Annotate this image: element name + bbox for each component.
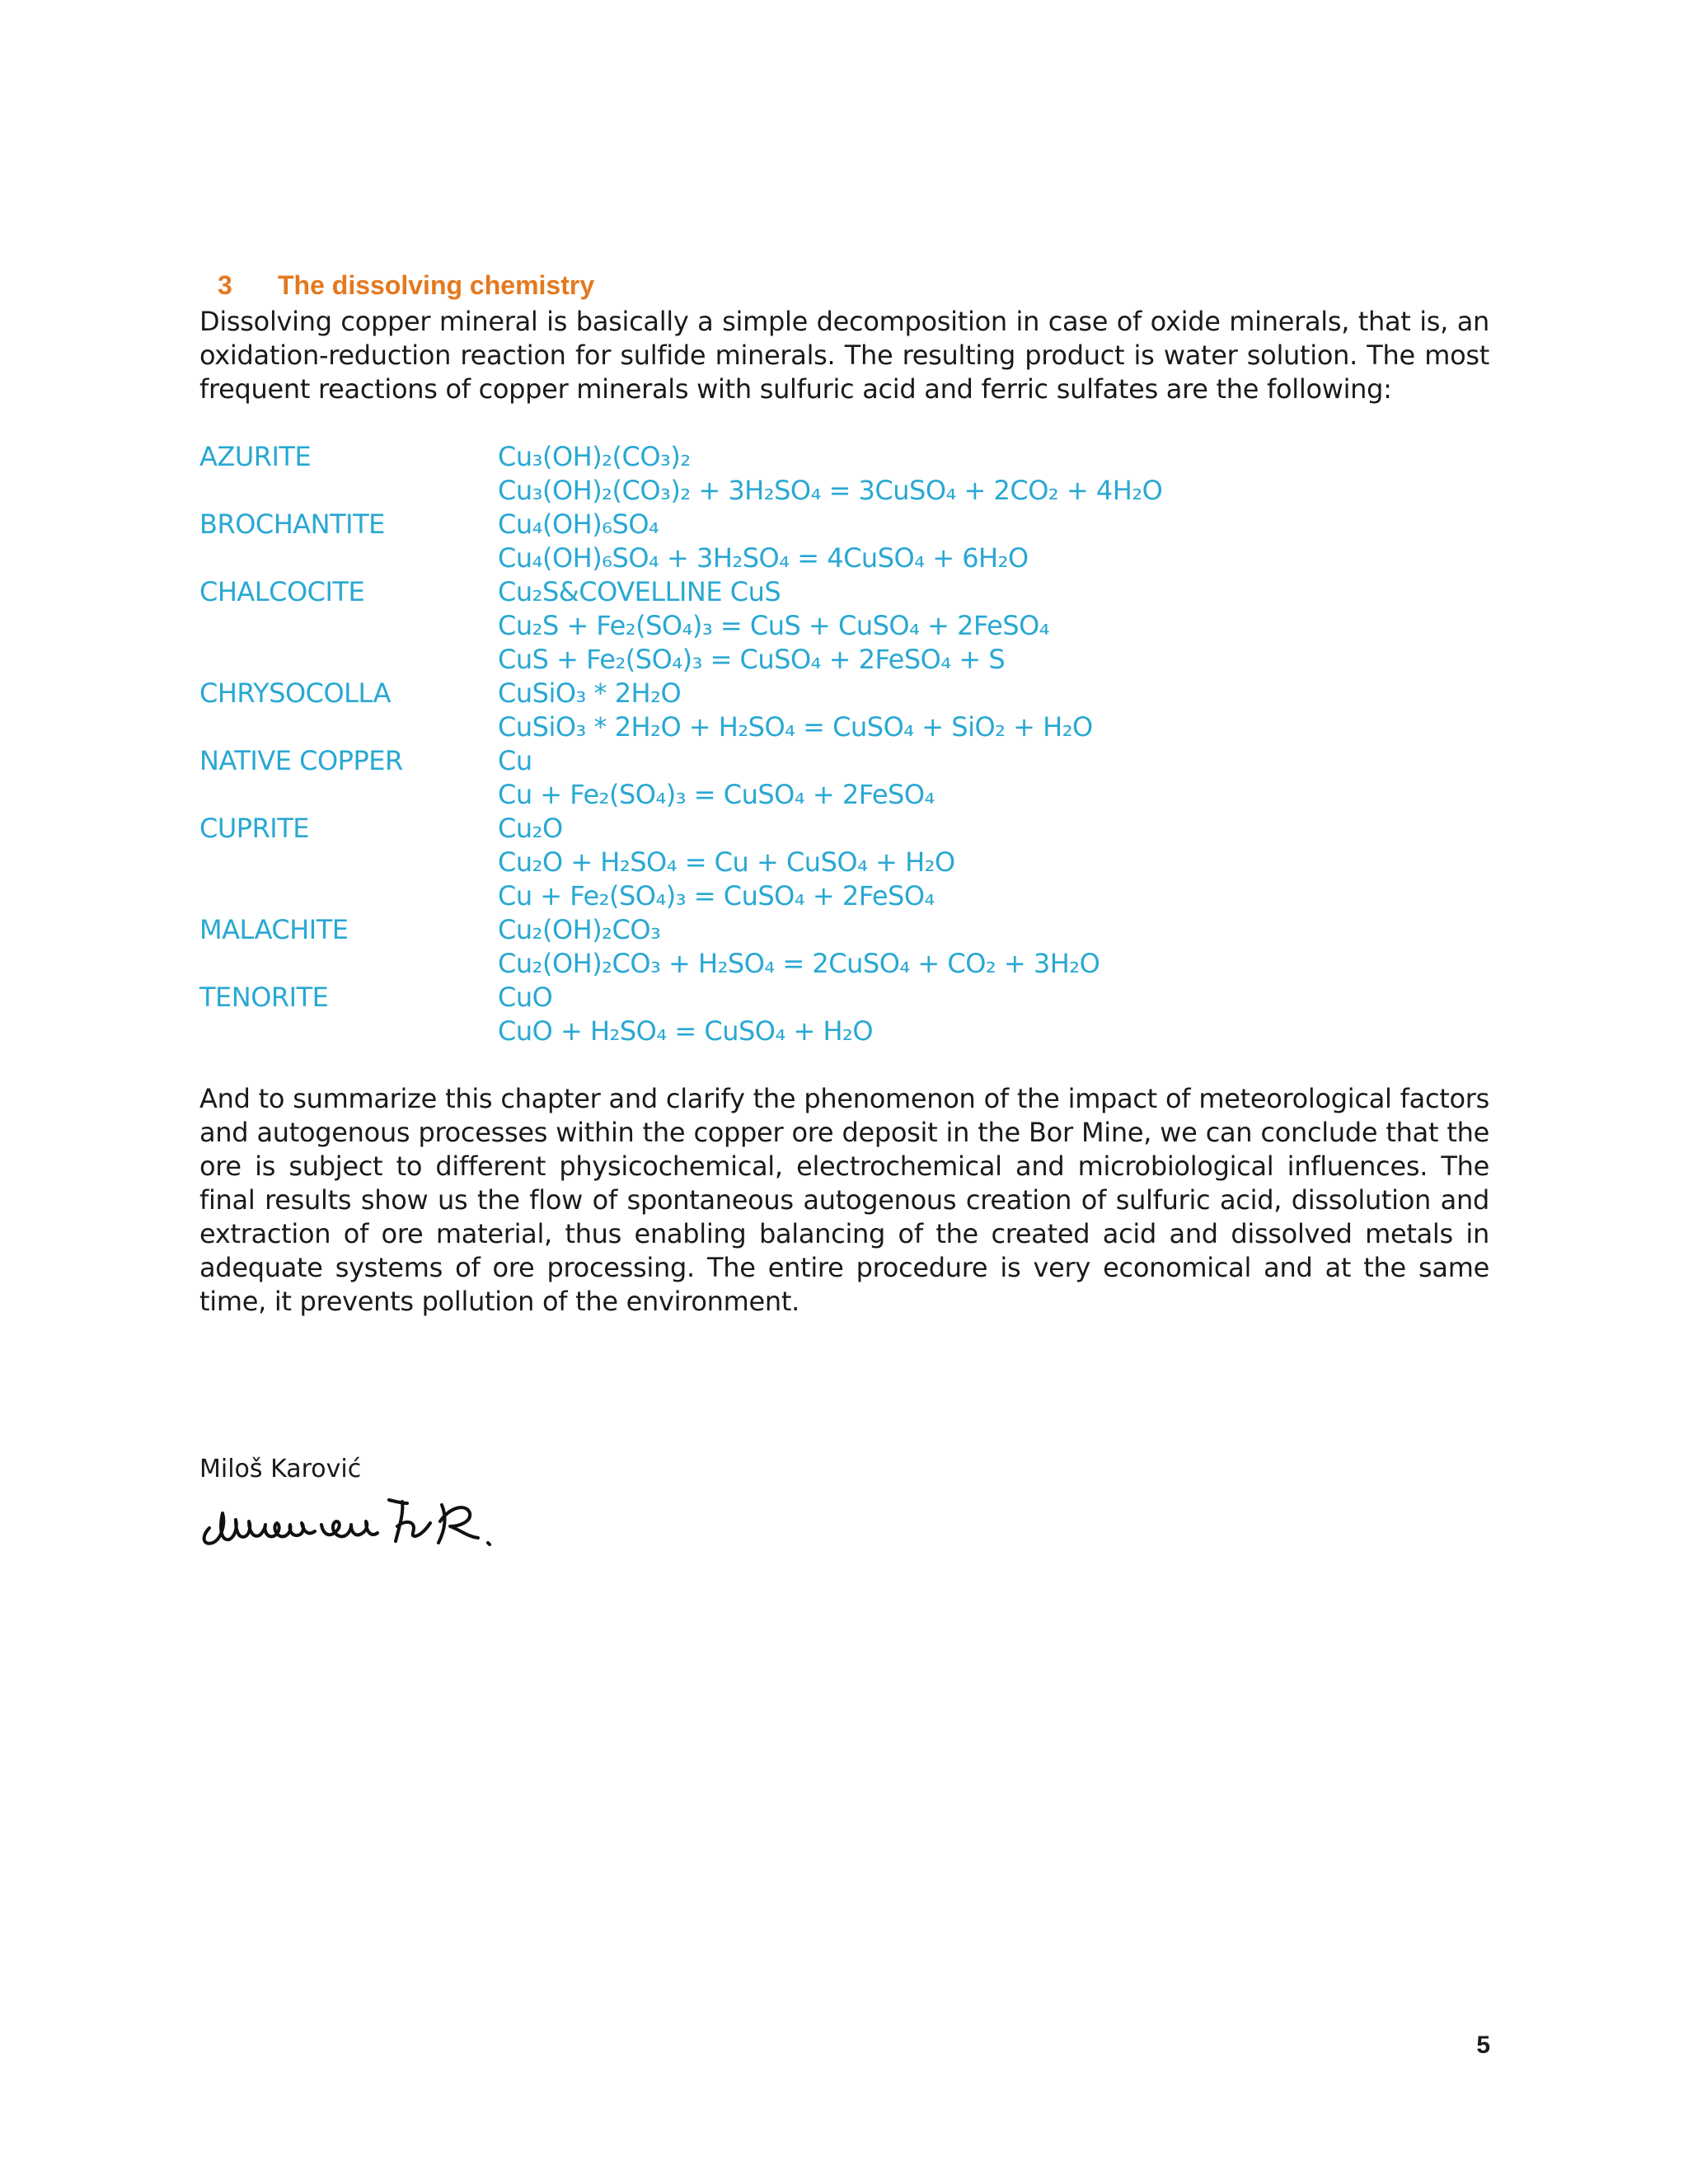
mineral-name: MALACHITE xyxy=(199,914,349,945)
mineral-row xyxy=(199,913,1489,981)
mineral-row xyxy=(199,812,1489,913)
chemical-formula: Cu₃(OH)₂(CO₃)₂ + 3H₂SO₄ = 3CuSO₄ + 2CO₂ + 4H₂O xyxy=(498,475,1163,506)
chemical-formula: Cu₂O + H₂SO₄ = Cu + CuSO₄ + H₂O xyxy=(498,846,955,878)
chemical-formula: Cu₄(OH)₆SO₄ + 3H₂SO₄ = 4CuSO₄ + 6H₂O xyxy=(498,542,1029,574)
mineral-row xyxy=(199,677,1489,744)
mineral-name: CUPRITE xyxy=(199,813,309,844)
mineral-formulas xyxy=(498,913,1489,981)
mineral-formulas xyxy=(498,508,1489,575)
mineral-formulas xyxy=(498,744,1489,812)
mineral-row xyxy=(199,744,1489,812)
mineral-row xyxy=(199,575,1489,677)
chemical-formula: CuS + Fe₂(SO₄)₃ = CuSO₄ + 2FeSO₄ + S xyxy=(498,644,1006,675)
mineral-name: AZURITE xyxy=(199,441,312,472)
mineral-formulas xyxy=(498,812,1489,913)
mineral-name: TENORITE xyxy=(199,982,329,1013)
mineral-name: NATIVE COPPER xyxy=(199,745,403,776)
chemical-formula: Cu + Fe₂(SO₄)₃ = CuSO₄ + 2FeSO₄ xyxy=(498,880,935,912)
mineral-formulas xyxy=(498,981,1489,1048)
chemical-formula: Cu₂(OH)₂CO₃ xyxy=(498,914,661,945)
mineral-name: BROCHANTITE xyxy=(199,509,385,540)
chemical-formula: CuO xyxy=(498,982,553,1013)
handwritten-signature xyxy=(198,1488,528,1554)
chemical-formula: Cu xyxy=(498,745,532,776)
reactions-table xyxy=(199,440,1489,1048)
mineral-name: CHRYSOCOLLA xyxy=(199,677,391,709)
mineral-formulas xyxy=(498,440,1489,508)
mineral-row xyxy=(199,981,1489,1048)
page-number: 5 xyxy=(1476,2032,1490,2059)
chemical-formula: Cu₃(OH)₂(CO₃)₂ xyxy=(498,441,691,472)
mineral-formulas xyxy=(498,575,1489,677)
chemical-formula: Cu + Fe₂(SO₄)₃ = CuSO₄ + 2FeSO₄ xyxy=(498,779,935,810)
author-name: Miloš Karović xyxy=(199,1455,362,1483)
mineral-name: CHALCOCITE xyxy=(199,576,365,607)
page-content xyxy=(199,265,1489,1319)
mineral-formulas xyxy=(498,677,1489,744)
section-title: The dissolving chemistry xyxy=(278,270,595,300)
summary-paragraph: And to summarize this chapter and clarify the phenomenon of the impact of meteorological factors and autogenous processes within the copper ore deposit in the Bor Mine, we can conclude that the ore is subject to different physicochemical, electrochemical and microbiological influences. The final results show us the flow of spontaneous autogenous creation of sulfuric acid, dissolution and extraction of ore material, thus enabling balancing of the created acid and dissolved metals in adequate systems of ore processing. The entire procedure is very economical and at the same time, it prevents pollution of the environment. xyxy=(199,1083,1489,1317)
chemical-formula: Cu₂(OH)₂CO₃ + H₂SO₄ = 2CuSO₄ + CO₂ + 3H₂O xyxy=(498,948,1100,979)
mineral-row xyxy=(199,508,1489,575)
chemical-formula: CuO + H₂SO₄ = CuSO₄ + H₂O xyxy=(498,1015,874,1047)
section-heading xyxy=(199,265,1489,305)
section-number: 3 xyxy=(218,270,232,300)
mineral-row xyxy=(199,440,1489,508)
chemical-formula: Cu₄(OH)₆SO₄ xyxy=(498,509,659,540)
chemical-formula: Cu₂S + Fe₂(SO₄)₃ = CuS + CuSO₄ + 2FeSO₄ xyxy=(498,610,1050,641)
chemical-formula: Cu₂O xyxy=(498,813,563,844)
chemical-formula: CuSiO₃ * 2H₂O xyxy=(498,677,682,709)
chemical-formula: CuSiO₃ * 2H₂O + H₂SO₄ = CuSO₄ + SiO₂ + H₂O xyxy=(498,711,1093,743)
intro-paragraph: Dissolving copper mineral is basically a simple decomposition in case of oxide minerals, that is, an oxidation-reduction reaction for sulfide minerals. The resulting product is water solution. The most frequent reactions of copper minerals with sulfuric acid and ferric sulfates are the following: xyxy=(199,306,1489,405)
chemical-formula: Cu₂S&COVELLINE CuS xyxy=(498,576,781,607)
